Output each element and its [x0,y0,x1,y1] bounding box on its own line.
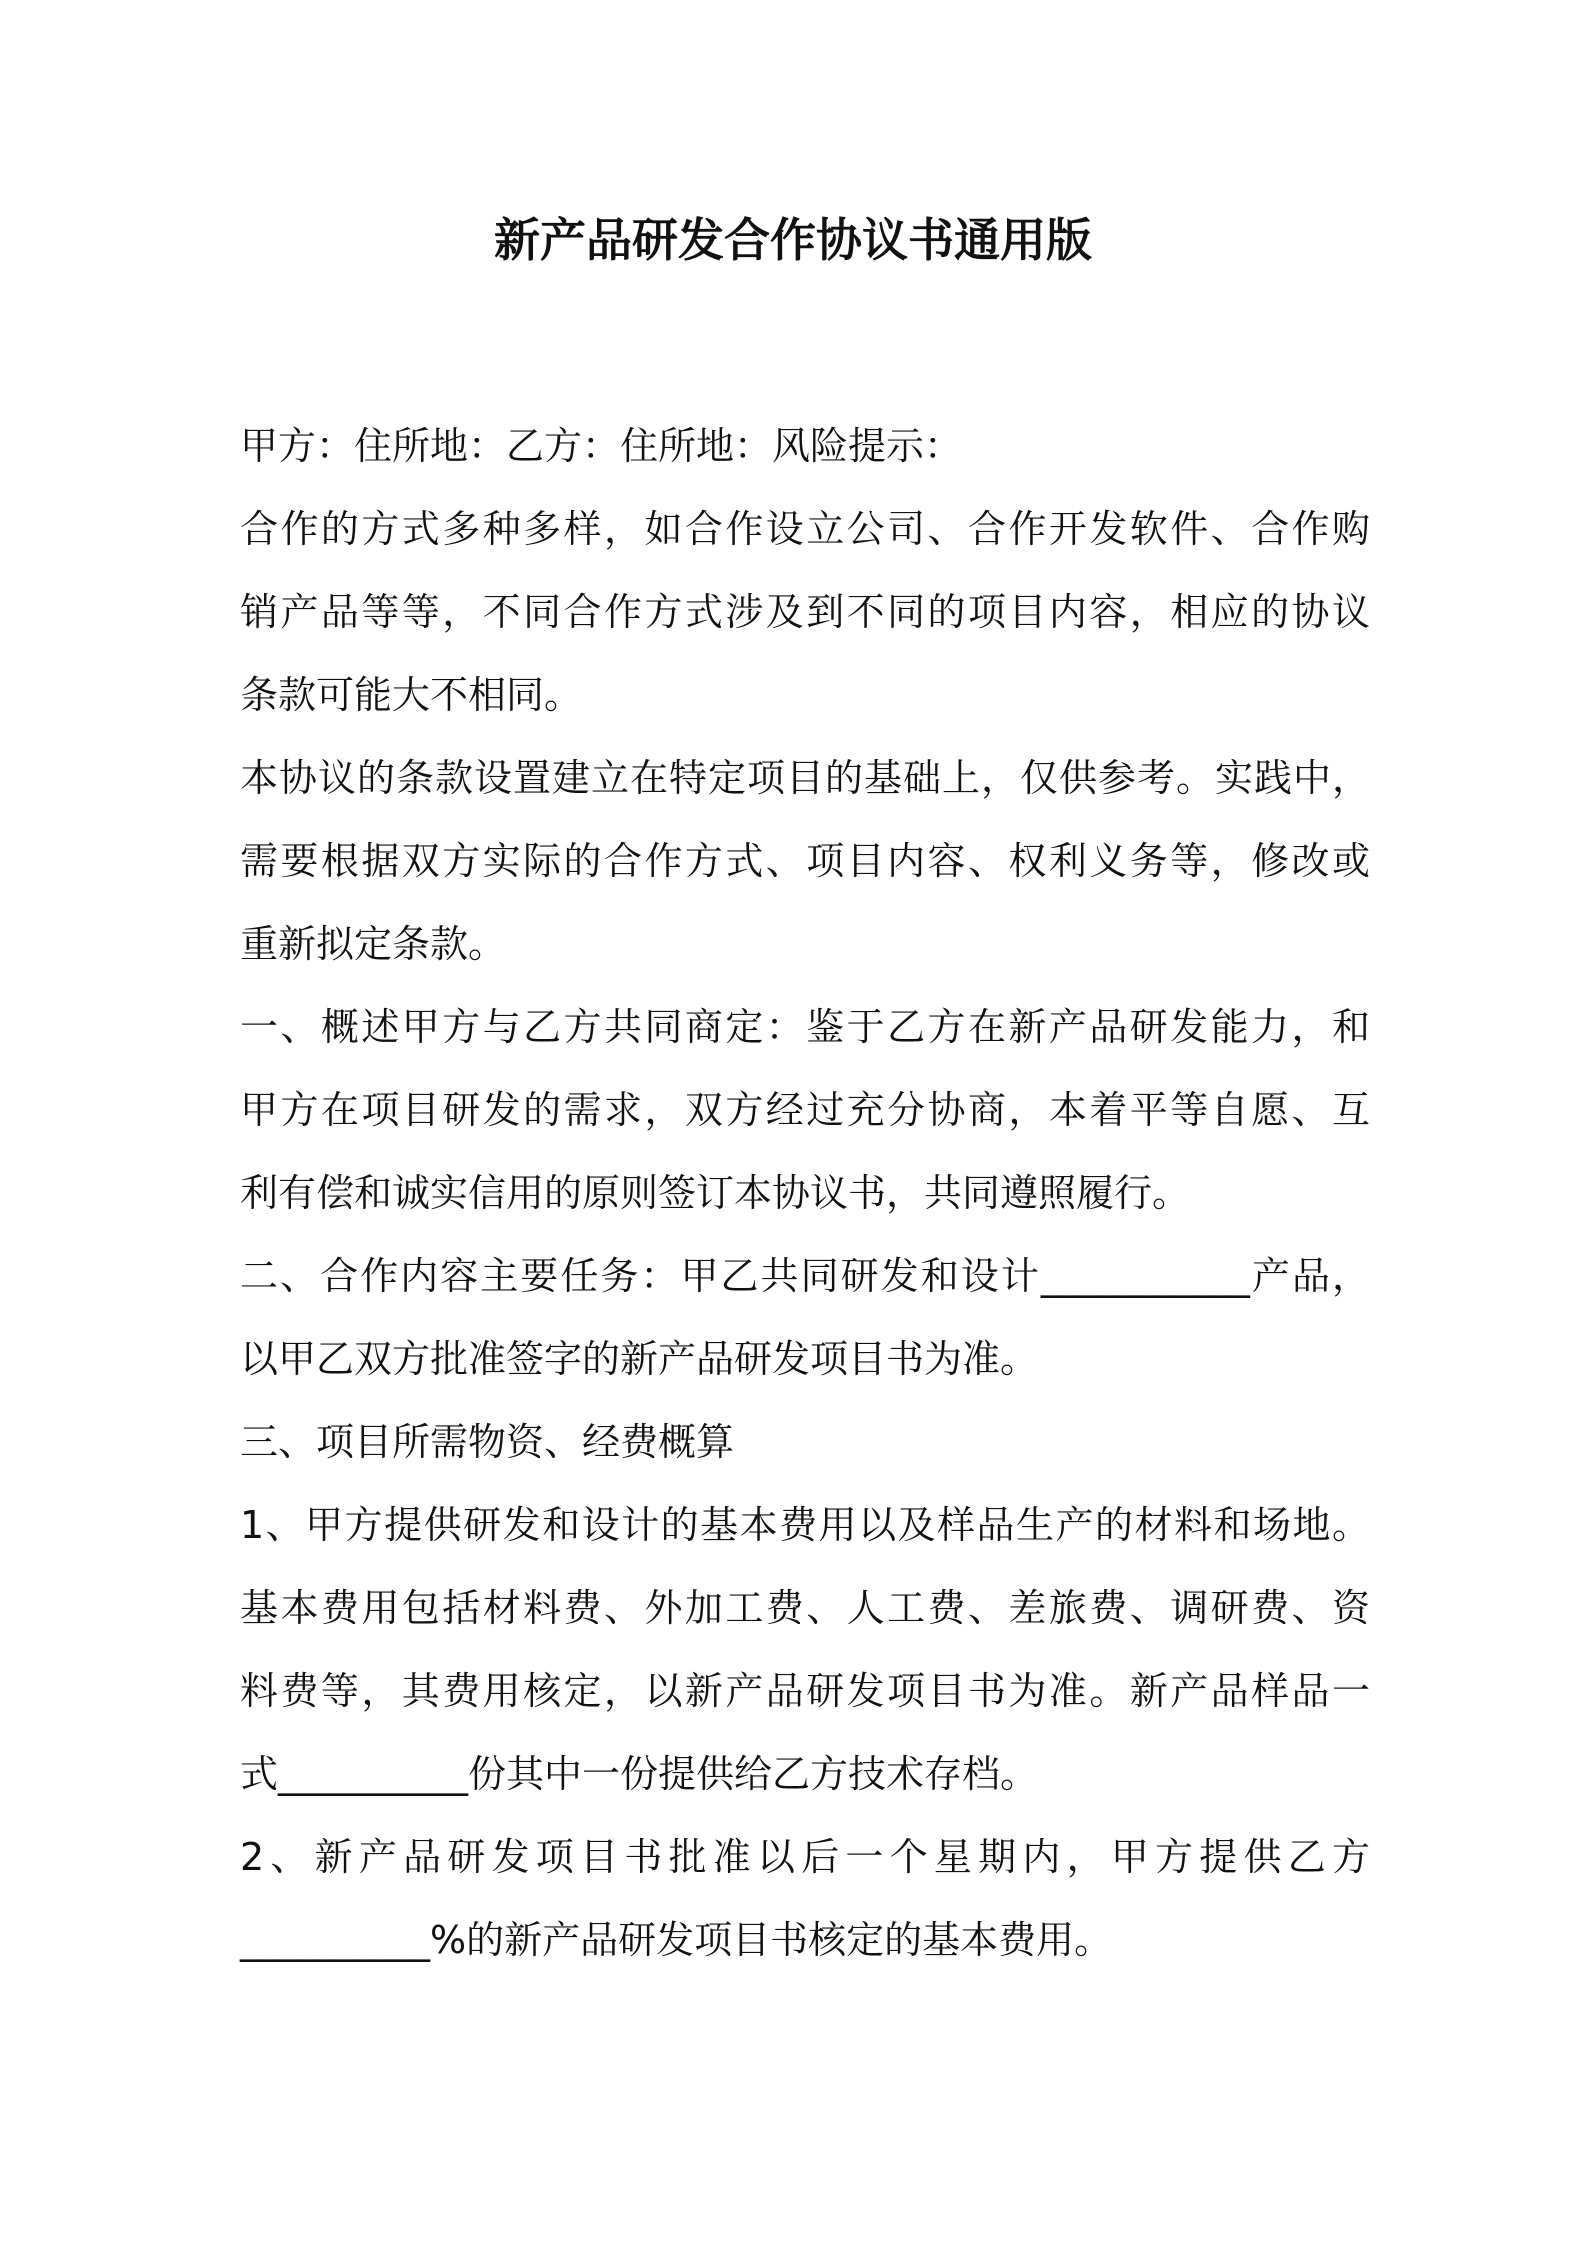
document-title: 新产品研发合作协议书通用版 [494,213,1092,267]
paragraph-line: 需要根据双方实际的合作方式、项目内容、权利义务等，修改或 [240,839,1370,883]
paragraph-line: 条款可能大不相同。 [240,673,583,717]
paragraph-line: 2、新产品研发项目书批准以后一个星期内，甲方提供乙方 [240,1835,1370,1879]
paragraph-line: 基本费用包括材料费、外加工费、人工费、差旅费、调研费、资 [240,1586,1370,1630]
paragraph-line: 一、概述甲方与乙方共同商定：鉴于乙方在新产品研发能力，和 [240,1005,1370,1049]
paragraph-line: 二、合作内容主要任务：甲乙共同研发和设计___________产品， [240,1254,1370,1298]
paragraph-line: 式__________份其中一份提供给乙方技术存档。 [240,1752,1039,1796]
paragraph-line: 甲方在项目研发的需求，双方经过充分协商，本着平等自愿、互 [240,1088,1370,1132]
paragraph-line: 1、甲方提供研发和设计的基本费用以及样品生产的材料和场地。 [240,1503,1370,1547]
paragraph-line: 三、项目所需物资、经费概算 [240,1420,735,1464]
paragraph-line: 合作的方式多种多样，如合作设立公司、合作开发软件、合作购 [240,507,1370,551]
paragraph-line: 以甲乙双方批准签字的新产品研发项目书为准。 [240,1337,1039,1381]
paragraph-line: __________%的新产品研发项目书核定的基本费用。 [240,1918,1113,1962]
paragraph-line: 重新拟定条款。 [240,922,507,966]
document-body [240,405,1370,1982]
paragraph-line: 甲方：住所地：乙方：住所地：风险提示： [240,424,963,468]
paragraph-line: 本协议的条款设置建立在特定项目的基础上，仅供参考。实践中， [240,756,1370,800]
paragraph-line: 利有偿和诚实信用的原则签订本协议书，共同遵照履行。 [240,1171,1191,1215]
paragraph-line: 销产品等等，不同合作方式涉及到不同的项目内容，相应的协议 [240,590,1370,634]
paragraph-line: 料费等，其费用核定，以新产品研发项目书为准。新产品样品一 [240,1669,1370,1713]
